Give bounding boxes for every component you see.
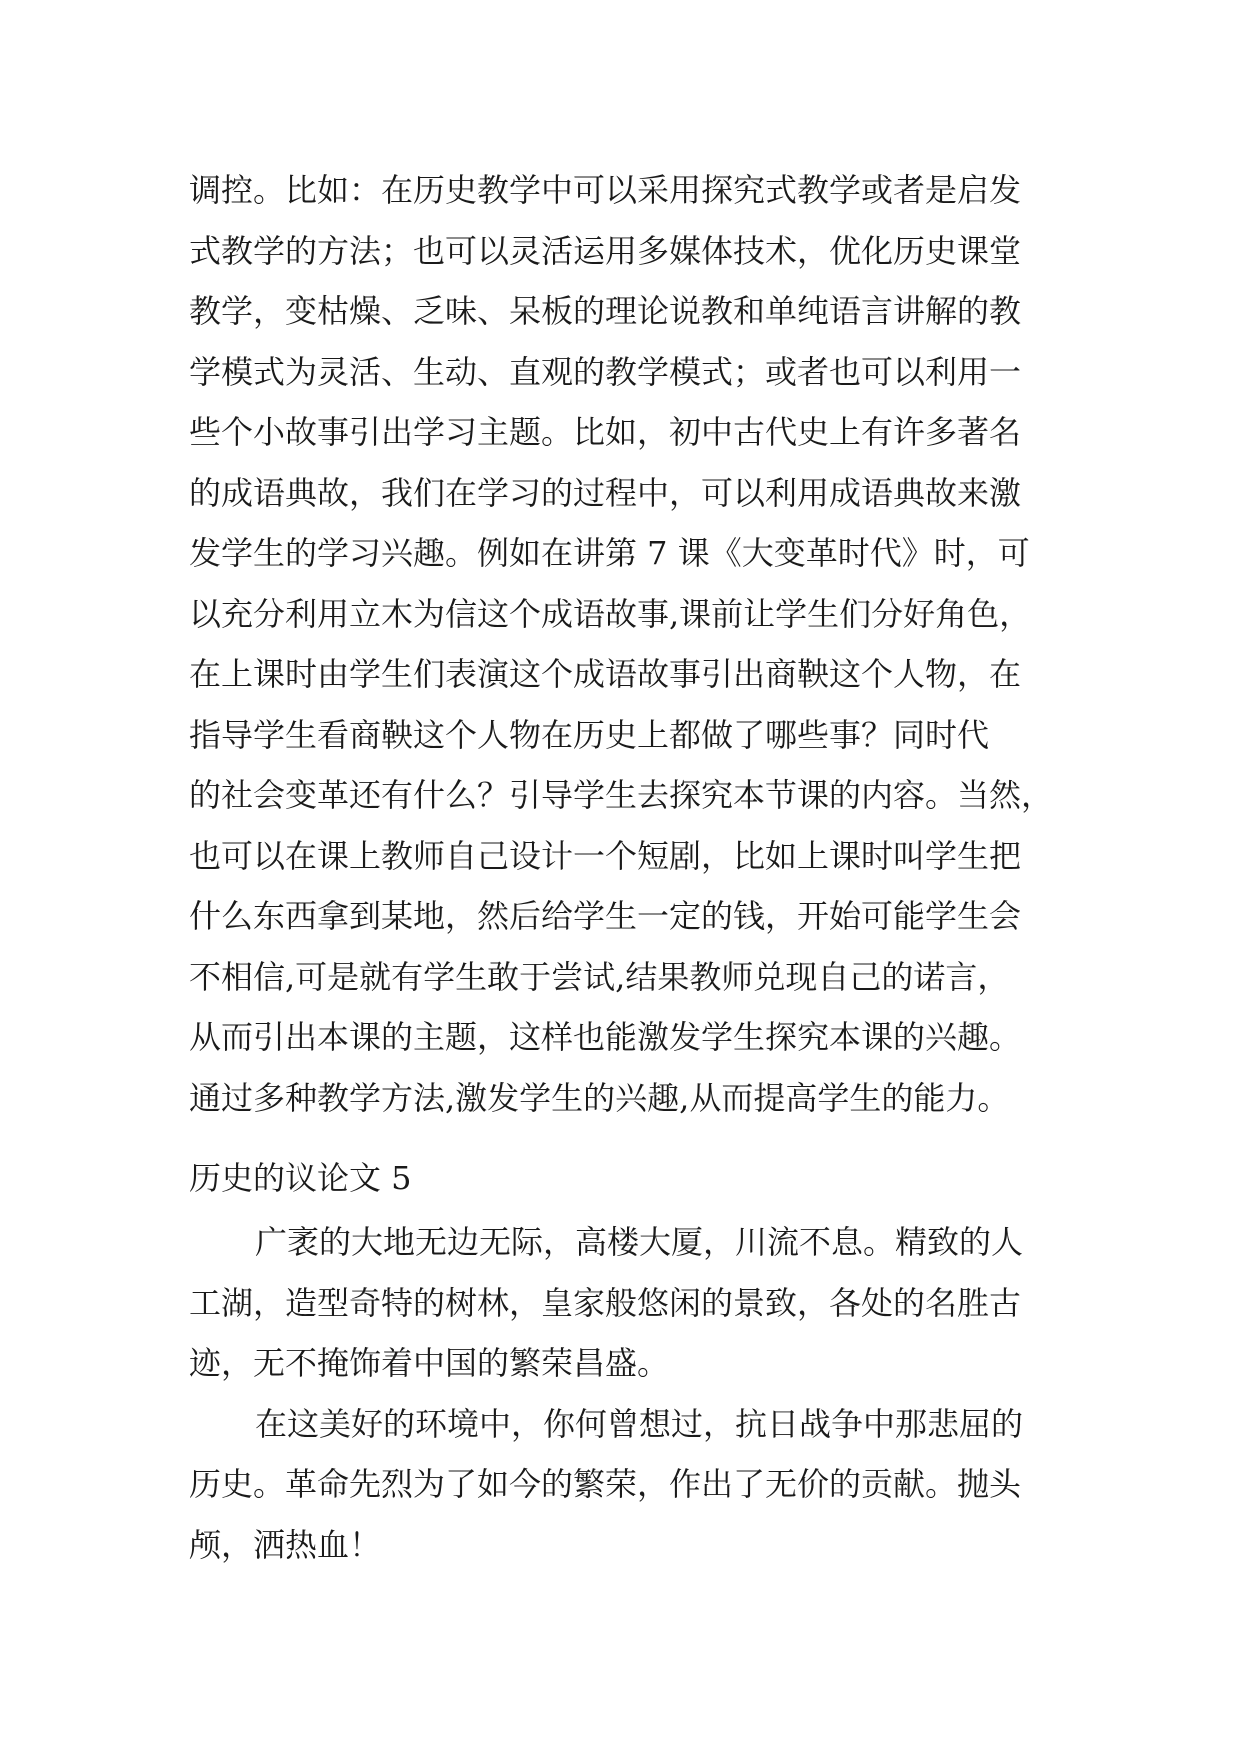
text-line: 指导学生看商鞅这个人物在历史上都做了哪些事？同时代 bbox=[189, 715, 990, 754]
text-line: 发学生的学习兴趣。例如在讲第 7 课《大变革时代》时，可 bbox=[189, 534, 1030, 572]
text-line: 不相信,可是就有学生敢于尝试,结果教师兑现自己的诺言， bbox=[189, 957, 1010, 996]
text-line: 工湖，造型奇特的树林，皇家般悠闲的景致，各处的名胜古 bbox=[189, 1283, 1022, 1322]
text-line: 式教学的方法；也可以灵活运用多媒体技术，优化历史课堂 bbox=[189, 231, 1022, 270]
text-line: 通过多种教学方法,激发学生的兴趣,从而提高学生的能力。 bbox=[189, 1078, 1010, 1117]
section-heading: 历史的议论文 5 bbox=[189, 1159, 412, 1197]
text-line: 在这美好的环境中，你何曾想过，抗日战争中那悲屈的 bbox=[255, 1404, 1024, 1443]
text-line: 迹，无不掩饰着中国的繁荣昌盛。 bbox=[189, 1344, 670, 1382]
text-line: 调控。比如：在历史教学中可以采用探究式教学或者是启发 bbox=[189, 171, 1022, 209]
text-line: 什么东西拿到某地，然后给学生一定的钱，开始可能学生会 bbox=[189, 897, 1022, 935]
text-line: 些个小故事引出学习主题。比如，初中古代史上有许多著名 bbox=[189, 413, 1022, 451]
text-line: 颅，洒热血！ bbox=[189, 1525, 382, 1564]
text-line: 从而引出本课的主题，这样也能激发学生探究本课的兴趣。 bbox=[189, 1018, 1022, 1056]
text-line: 教学，变枯燥、乏味、呆板的理论说教和单纯语言讲解的教 bbox=[189, 292, 1022, 330]
essay-body bbox=[189, 1212, 1069, 1575]
text-line: 历史。革命先烈为了如今的繁荣，作出了无价的贡献。抛头 bbox=[189, 1465, 1022, 1503]
text-line: 的成语典故，我们在学习的过程中，可以利用成语典故来激 bbox=[189, 473, 1022, 512]
text-line: 也可以在课上教师自己设计一个短剧，比如上课时叫学生把 bbox=[189, 836, 1022, 875]
text-line: 以充分利用立木为信这个成语故事,课前让学生们分好角色， bbox=[189, 594, 1032, 633]
text-line: 学模式为灵活、生动、直观的教学模式；或者也可以利用一 bbox=[189, 352, 1022, 391]
text-line: 广袤的大地无边无际，高楼大厦，川流不息。精致的人 bbox=[255, 1223, 1024, 1261]
text-line: 的社会变革还有什么？引导学生去探究本节课的内容。当然， bbox=[189, 776, 1054, 814]
paragraph-teaching-methods bbox=[189, 160, 1069, 1128]
text-line: 在上课时由学生们表演这个成语故事引出商鞅这个人物，在 bbox=[189, 655, 1022, 693]
